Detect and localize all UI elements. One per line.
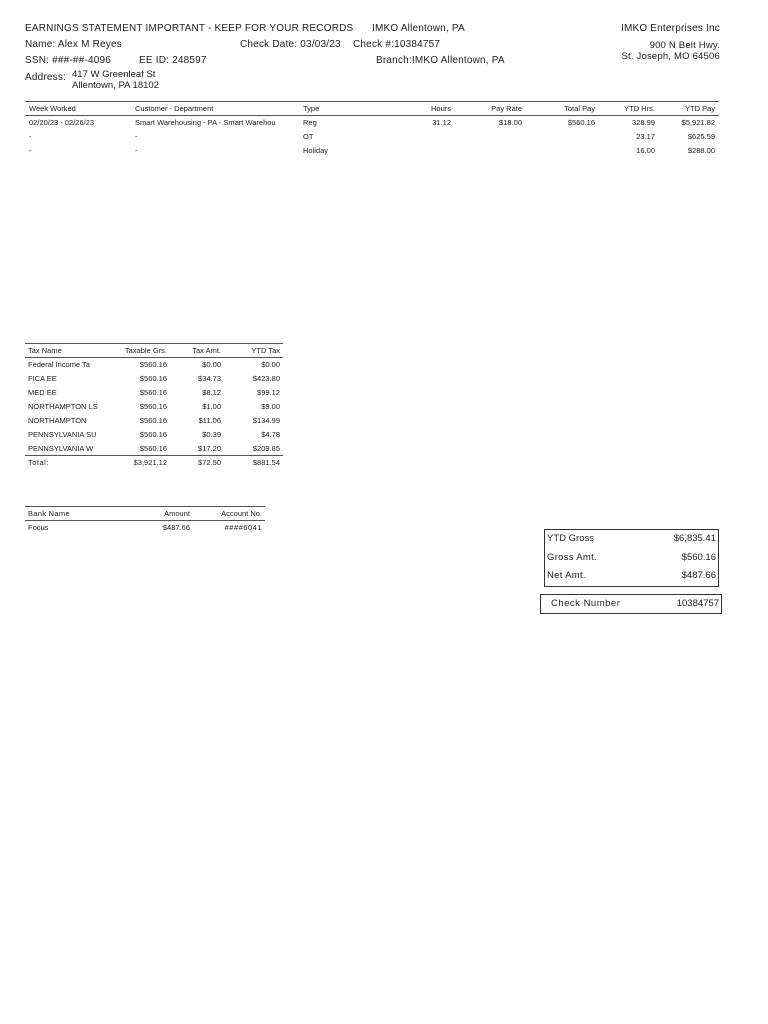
cell-taxable-gross: $560.16 [139, 374, 167, 383]
cell-ytd-tax: $423.80 [252, 374, 280, 383]
address-line2: Allentown, PA 18102 [72, 80, 159, 91]
cell-ytd-tax: $9.00 [261, 402, 280, 411]
cell-taxable-gross: $560.16 [139, 402, 167, 411]
table-row [25, 428, 283, 442]
check-date: Check Date: 03/03/23 [240, 39, 341, 50]
cell-ytd-pay: $625.59 [687, 132, 715, 141]
cell-taxable-gross: $560.16 [139, 416, 167, 425]
cell-tax-amt: $17.20 [198, 443, 221, 453]
cell-ytd-hrs: 23.17 [636, 132, 655, 141]
cell-tax-name: PENNSYLVANIA W [28, 443, 94, 453]
col-ytd-pay: YTD Pay [684, 104, 715, 113]
cell-pay-rate [451, 144, 522, 158]
col-hours: Hours [430, 104, 451, 113]
col-type: Type [303, 104, 320, 113]
table-row [25, 442, 283, 456]
company-name: IMKO Enterprises Inc [620, 23, 720, 34]
col-bank-name: Bank Name [28, 509, 70, 518]
cell-total-tax-amt: $72.50 [198, 458, 221, 468]
earnings-header-row [25, 102, 719, 116]
cell-customer: - [135, 132, 138, 141]
col-tax-amt: Tax Amt. [192, 346, 221, 355]
net-amt-row [545, 567, 718, 585]
check-number-row [541, 595, 721, 613]
col-ytd-tax: YTD Tax [251, 346, 280, 355]
earnings-table [25, 101, 719, 158]
table-row [25, 521, 265, 535]
cell-total-ytd-tax: $881.54 [252, 458, 280, 468]
cell-week: - [29, 146, 32, 155]
bank-table [25, 506, 265, 535]
col-total-pay: Total Pay [564, 104, 595, 113]
check-number-value: 10384757 [676, 598, 719, 609]
cell-taxable-gross: $560.16 [139, 430, 167, 439]
cell-amount: $487.66 [162, 523, 190, 533]
cell-tax-name: FICA EE [28, 374, 57, 383]
cell-hours [363, 130, 451, 144]
cell-ytd-pay: $288.00 [687, 146, 715, 155]
cell-total-label: Total: [28, 458, 49, 468]
cell-tax-amt: $0.00 [202, 360, 221, 370]
cell-tax-name: NORTHAMPTON [28, 416, 87, 425]
cell-pay-rate [451, 130, 522, 144]
cell-ytd-tax: $134.99 [252, 416, 280, 425]
cell-total-pay [522, 130, 595, 144]
table-row [25, 130, 719, 144]
cell-ytd-tax: $99.12 [257, 388, 280, 397]
cell-bank-name: Focus [28, 523, 49, 533]
gross-amt-row [545, 549, 718, 567]
cell-taxable-gross: $560.16 [139, 360, 167, 370]
cell-ytd-hrs: 328.99 [632, 118, 655, 128]
net-amt-value: $487.66 [681, 570, 716, 581]
ytd-gross-row [545, 530, 718, 548]
ytd-gross-value: $6,835.41 [673, 533, 716, 544]
table-row [25, 372, 283, 386]
cell-taxable-gross: $560.16 [139, 388, 167, 397]
cell-customer: Smart Warehousing - PA - Smart Warehou [135, 118, 276, 128]
pay-summary-box [544, 529, 719, 587]
cell-ytd-tax: $209.85 [252, 443, 280, 453]
cell-customer: - [135, 146, 138, 155]
net-amt-label: Net Amt. [547, 570, 586, 581]
cell-type: Reg [303, 118, 317, 128]
cell-account-no: ####6041 [224, 523, 262, 533]
ee-id: EE ID: 248597 [139, 55, 207, 66]
check-number-header: Check #:10384757 [353, 39, 441, 50]
company-street: 900 N Belt Hwy. [649, 40, 720, 51]
cell-ytd-tax: $0.00 [261, 360, 280, 370]
table-row [25, 414, 283, 428]
cell-tax-name: Federal Income Ta [28, 360, 90, 370]
cell-tax-amt: $8.12 [202, 388, 221, 397]
ytd-gross-label: YTD Gross [547, 533, 594, 544]
cell-ytd-hrs: 16.00 [636, 146, 655, 155]
cell-total-pay [522, 144, 595, 158]
bank-header-row [25, 507, 265, 521]
gross-amt-value: $560.16 [681, 552, 716, 563]
col-pay-rate: Pay Rate [491, 104, 522, 113]
cell-total-taxable-gross: $3,921.12 [133, 458, 167, 468]
col-tax-name: Tax Name [28, 346, 62, 355]
branch-location: IMKO Allentown, PA [372, 23, 465, 34]
cell-tax-name: NORTHAMPTON LS [28, 402, 98, 411]
cell-type: Holiday [303, 146, 329, 155]
cell-type: OT [303, 132, 314, 141]
col-taxable-gross: Taxable Grs. [124, 346, 167, 355]
col-customer-department: Customer - Department [135, 104, 214, 113]
cell-hours [363, 144, 451, 158]
col-amount: Amount [164, 509, 190, 518]
company-city: St. Joseph, MO 64506 [621, 51, 720, 62]
cell-week: - [29, 132, 32, 141]
address-label: Address: [25, 72, 67, 83]
col-account-no: Account No. [221, 509, 262, 518]
cell-tax-name: MED EE [28, 388, 57, 397]
tax-header-row [25, 344, 283, 358]
cell-tax-amt: $34.73 [198, 374, 221, 383]
cell-week: 02/20/23 - 02/26/23 [29, 118, 95, 128]
branch: Branch:IMKO Allentown, PA [376, 55, 505, 66]
cell-ytd-pay: $5,921.82 [681, 118, 715, 128]
employee-name: Name: Alex M Reyes [25, 39, 122, 50]
table-row [25, 144, 719, 158]
cell-total-pay: $560.16 [567, 118, 595, 128]
cell-tax-amt: $1.00 [202, 402, 221, 411]
ssn: SSN: ###-##-4096 [25, 55, 112, 66]
cell-tax-amt: $0.39 [202, 430, 221, 439]
table-row [25, 358, 283, 372]
table-row [25, 400, 283, 414]
check-number-label: Check Number [551, 598, 621, 609]
table-row [25, 116, 719, 130]
statement-title: EARNINGS STATEMENT IMPORTANT - KEEP FOR YOUR RECORDS [25, 23, 354, 34]
cell-pay-rate: $18.00 [499, 118, 522, 128]
cell-tax-name: PENNSYLVANIA SU [28, 430, 97, 439]
address-line1: 417 W Greenleaf St [72, 69, 156, 80]
tax-total-row [25, 456, 283, 470]
table-row [25, 386, 283, 400]
check-number-box [540, 594, 722, 614]
cell-tax-amt: $11.06 [198, 416, 221, 425]
tax-table [25, 343, 283, 470]
cell-hours: 31.12 [432, 118, 451, 128]
cell-ytd-tax: $4.78 [261, 430, 280, 439]
gross-amt-label: Gross Amt. [547, 552, 597, 563]
col-week-worked: Week Worked [29, 104, 76, 113]
cell-taxable-gross: $560.16 [139, 443, 167, 453]
col-ytd-hrs: YTD Hrs. [624, 104, 655, 113]
